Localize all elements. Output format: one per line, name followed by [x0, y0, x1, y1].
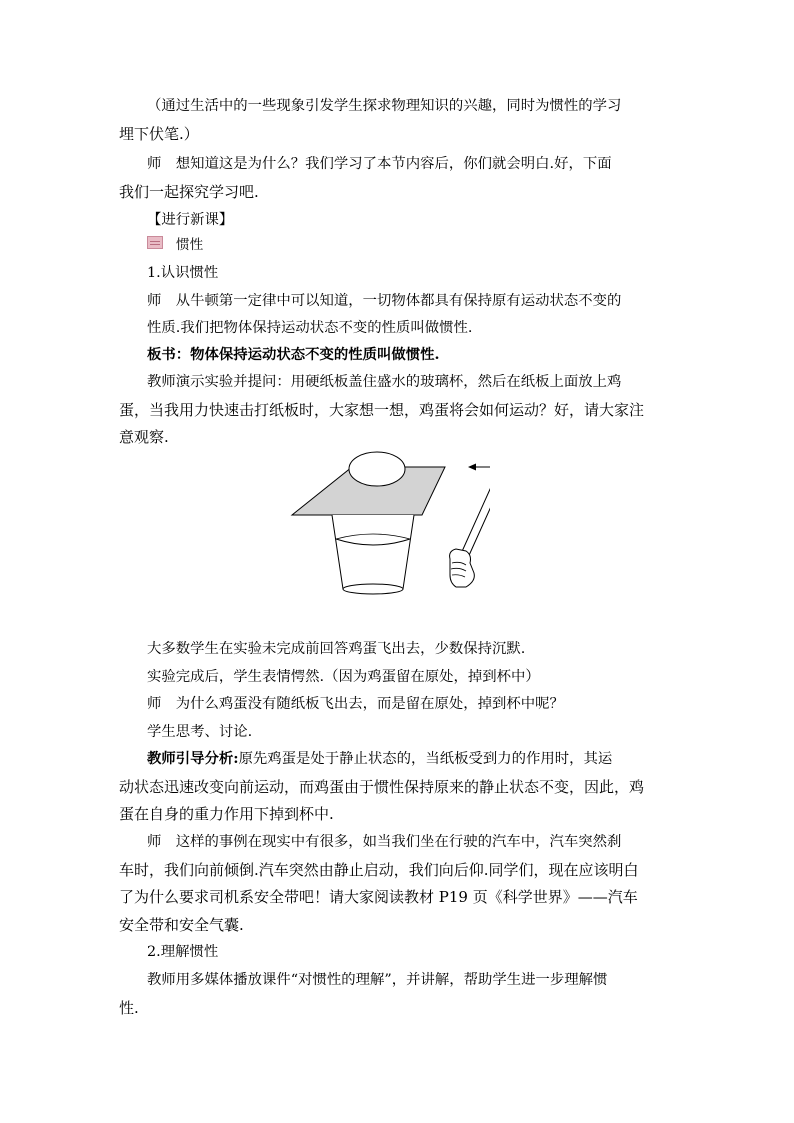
stick: [463, 479, 490, 559]
paragraph-line: 师 想知道这是为什么？我们学习了本节内容后，你们就会明白.好，下面: [147, 156, 612, 172]
paragraph-line: 蛋在自身的重力作用下掉到杯中.: [119, 805, 334, 823]
paragraph-line: 性质.我们把物体保持运动状态不变的性质叫做惯性.: [147, 320, 473, 336]
paragraph-line: 安全带和安全气囊.: [119, 916, 244, 934]
egg-cup-experiment-figure: [280, 447, 490, 627]
egg: [349, 452, 405, 486]
paragraph-line: 意观察.: [119, 428, 169, 446]
paragraph-line: 大多数学生在实验未完成前回答鸡蛋飞出去，少数保持沉默.: [147, 641, 526, 657]
cup-bottom: [343, 584, 403, 594]
paragraph-line: 了为什么要求司机系安全带吧！请大家阅读教材 P19 页《科学世界》——汽车: [119, 888, 638, 906]
section-heading: 【进行新课】: [147, 212, 234, 228]
paragraph-line: 蛋，当我用力快速击打纸板时，大家想一想，鸡蛋将会如何运动？好，请大家注: [119, 401, 645, 419]
paragraph-line: 师 这样的事例在现实中有很多，如当我们坐在行驶的汽车中，汽车突然刹: [147, 834, 622, 850]
section-marker-icon: [147, 236, 163, 249]
paragraph-line: 我们一起探究学习吧.: [119, 183, 259, 201]
subsection-heading: 2.理解惯性: [147, 944, 219, 960]
analysis-label: 教师引导分析:: [147, 750, 239, 767]
paragraph-line: 车时，我们向前倾倒.汽车突然由静止启动，我们向后仰.同学们，现在应该明白: [119, 861, 639, 879]
paragraph-line: 动状态迅速改变向前运动，而鸡蛋由于惯性保持原来的静止状态不变，因此，鸡: [119, 778, 645, 796]
paragraph-line: 师 从牛顿第一定律中可以知道，一切物体都具有保持原有运动状态不变的: [147, 293, 622, 309]
paragraph-line: 实验完成后，学生表情愕然.（因为鸡蛋留在原处，掉到杯中）: [147, 669, 540, 685]
paragraph-line: 埋下伏笔.）: [119, 125, 199, 143]
paragraph-line: 性.: [119, 999, 139, 1017]
glass-cup: [332, 515, 414, 589]
hand: [450, 549, 475, 587]
paragraph-line: （通过生活中的一些现象引发学生探求物理知识的兴趣，同时为惯性的学习: [147, 98, 622, 114]
paragraph-line: 教师演示实验并提问：用硬纸板盖住盛水的玻璃杯，然后在纸板上面放上鸡: [147, 374, 622, 390]
paragraph-line: 师 为什么鸡蛋没有随纸板飞出去，而是留在原处，掉到杯中呢？: [147, 696, 564, 712]
direction-arrow-icon: [468, 464, 490, 471]
paragraph-line: 教师用多媒体播放课件“对惯性的理解”，并讲解，帮助学生进一步理解惯: [147, 972, 608, 988]
analysis-text: 原先鸡蛋是处于静止状态的，当纸板受到力的作用时，其运: [238, 751, 613, 767]
board-note: 板书：物体保持运动状态不变的性质叫做惯性.: [147, 346, 440, 363]
analysis-line: [147, 745, 707, 773]
paragraph-line: 学生思考、讨论.: [147, 724, 253, 740]
subsection-title: 惯性: [176, 237, 204, 253]
subsection-heading: 1.认识惯性: [147, 265, 219, 281]
